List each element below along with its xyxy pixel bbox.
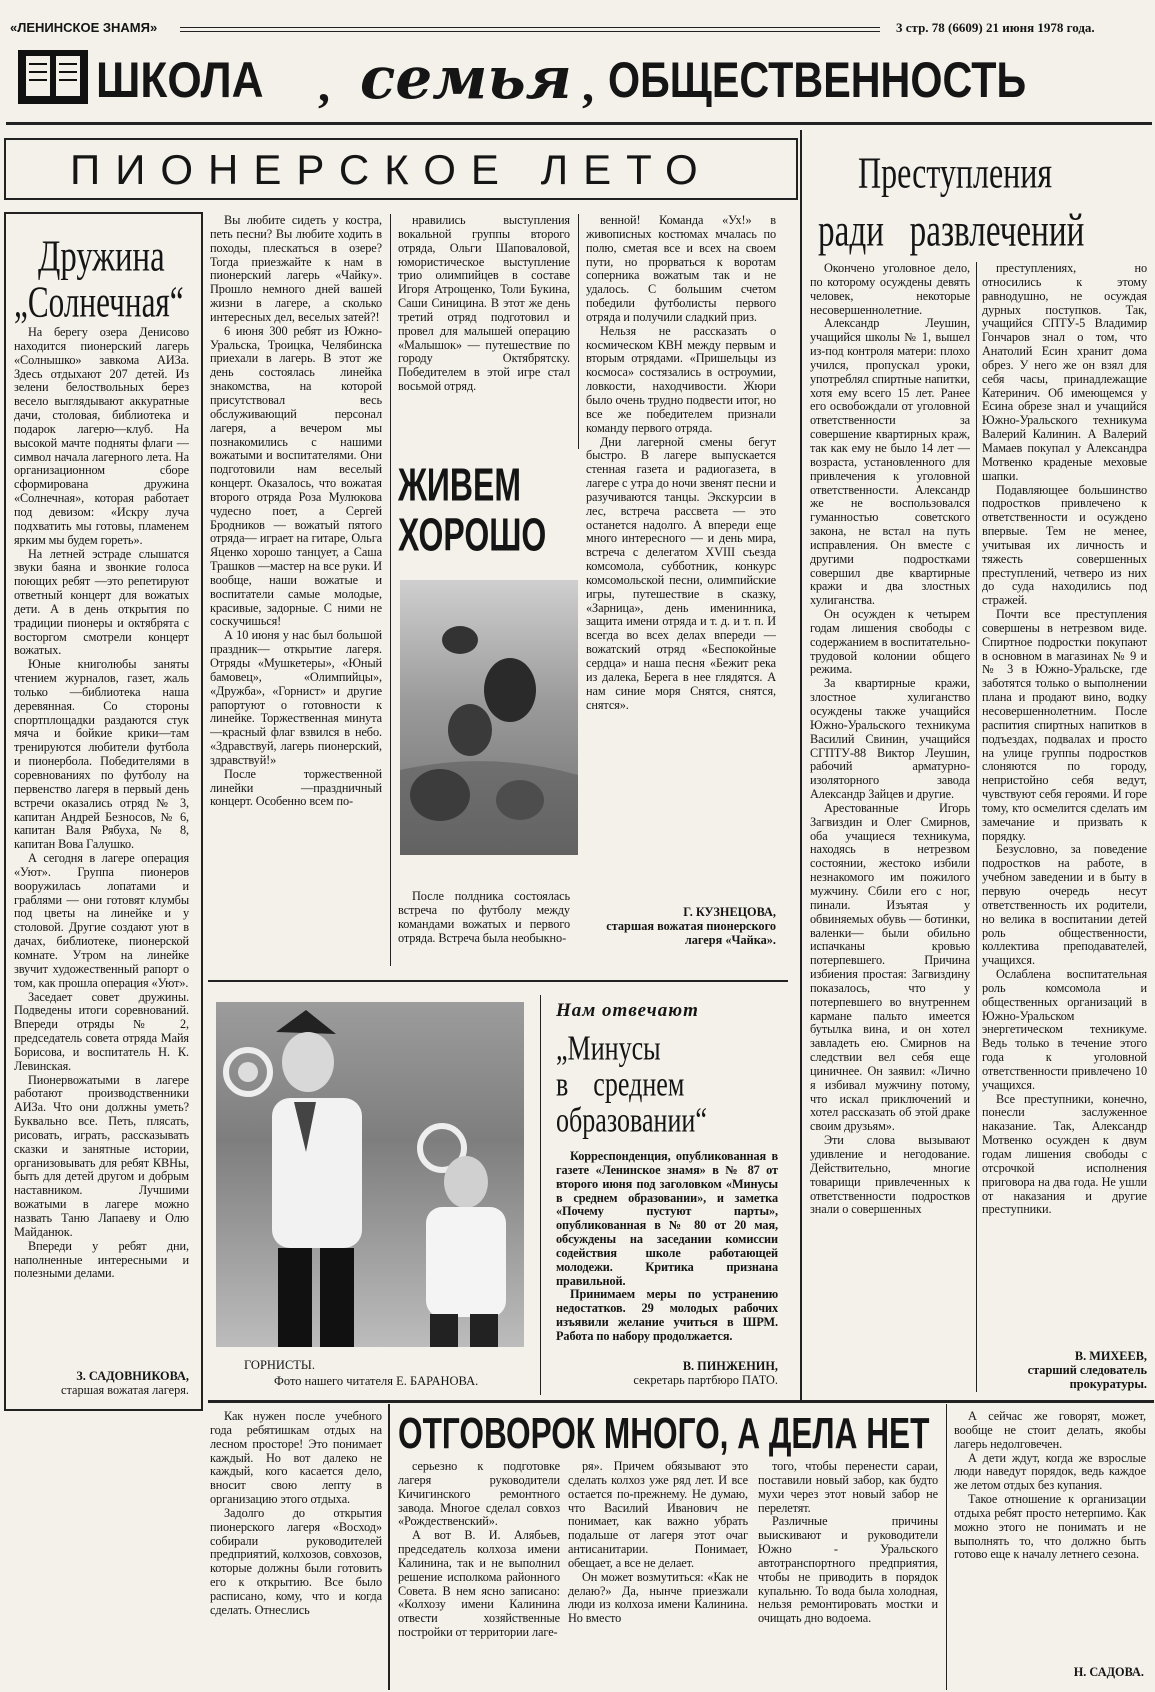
photo-caption-title: ГОРНИСТЫ. [244, 1358, 315, 1372]
zhivem-col2-bottom: После полдника состоялась встреча по футболу между командами вожатых и первого отряда. Встреча была необыкно- [398, 890, 570, 945]
zhivem-signature: Г. КУЗНЕЦОВА, старшая вожатая пионерского лагеря «Чайка». [606, 905, 776, 947]
banner-school: ШКОЛА [96, 53, 264, 109]
col-rule [976, 262, 977, 1392]
otgovorok-col1: Как нужен после учебного года ребятишкам отдых на лесном просторе! Это понимает каждый. Но вот далеко не каждый, кого касается дело, вносит свою лепту в организацию этого отдыха. Задолго до открытия пионерского лагеря «Восход» собирали руководителей предприятий, колхозов, совхозов, которые должны были готовить его к открытию. Все было расписано, кому, что и когда сделать. Отнеслись [210, 1410, 382, 1617]
crimes-signature: В. МИХЕЕВ, старший следователь прокуратуры. [1027, 1349, 1147, 1391]
druzhina-title-1: Дружина [38, 231, 165, 281]
otgovorok-signature: Н. САДОВА. [1073, 1665, 1144, 1679]
zhivem-col2-top: нравились выступления вокальной группы второго отряда, Ольги Шаповаловой, юмористическое выступление трио олимпийцев в составе Игоря Атрощенко, Толи Букина, Саши Синицина. В этот же день третий отряд подготовил и провел для малышей операцию «Малышок» — путешествие по городу Октябрятску. Победителем в этой игре стал восьмой отряд. [398, 214, 570, 394]
zhivem-title-2: ХОРОШО [398, 510, 547, 561]
zhivem-col3: венной! Команда «Ух!» в живописных костюмах мчалась по полю, сметая все и всех на своем пути, но прорваться к воротам соперника вожатым так и не удалось. С большим счетом победили футболисты первого отряда и получили сладкий приз. Нельзя не рассказать о космическом КВН между первым и вторым отрядами. «Пришельцы из космоса» состязались в остроумии, ловкости, находчивости. Жюри было очень трудно подвести итог, но все же победителем признали команду первого отряда. Дни лагерной смены бегут быстро. В лагере выпускается стенная газета и радиогазета, в лагере с утра до ночи звенят песни и разучиваются танцы. Экскурсии в лес, встреча рассвета — это останется надолго. А впереди еще много интересного — и день мира, встреча с делегатом XVIII съезда комсомола, субботник, конкурс комсомольской песни, олимпийские игры, путешествие в сказку, «Зарница», день именинника, защита имени отряда и т. д. и т. п. И всегда во всех делах впереди —вожатский отряд «Беспокойные сердца» и наша песня «Бежит река из далека, Берега в нее глядятся. А нам синие моря Снятся, снятся, снятся». [586, 214, 776, 712]
banner-comma-2: , [582, 59, 594, 112]
col-rule [946, 1404, 947, 1690]
crimes-col2: преступлениях, но относились к этому равнодушно, не осуждая дурных поступков. Так, учащийся СПТУ-5 Владимир Гончаров знал о том, что Анатолий Есин хранит дома обрез. У него же он взял для себя часы, принадлежащие Катеринич. Об имеющемся у Есина обрезе знал и учащийся Южно-Уральского техникума Валерий Калинин. А Валерий Мамаев покупал у Александра Мотвенко краденые меховые шапки. Подавляющее большинство подростков привлечено к ответственности и осуждено впервые. Тем не менее, учитывая их личность и тяжесть совершенных преступлений, четверо из них до суда находились под стражей. Почти все преступления совершены в нетрезвом виде. Спиртное подростки покупают в основном в магазинах № 9 и № 3 в Южно-Уральске, где заботятся только о выполнении плана и продают вино, водку несовершеннолетним. После распития спиртных напитков в подъездах, подвалах и просто на улице группы подростков слоняются по городу, непристойно себя ведут, чувствуют себя героями. И горе тому, кто осмелится сделать им замечание и призвать к порядку. Безусловно, за поведение подростков на работе, в учебном заведении и в быту в первую очередь несут ответственность их родители, но велика в воспитании детей роль общественности, коллектива преподавателей, учащихся. Ослаблена воспитательная роль комсомола и общественных организаций в Южно-Уральском энергетическом техникуме. Ведь только в течение этого года к уголовной ответственности привлечено 10 учащихся. Все преступники, конечно, понесли заслуженное наказание. Так, Александр Мотвенко осужден к двум годам лишения свободы с отсрочкой исполнения приговора на два года. Не ушли от наказания и другие преступники. [982, 262, 1147, 1217]
crimes-title-1: Преступления [858, 147, 1053, 198]
photo-caption-credit: Фото нашего читателя Е. БАРАНОВА. [274, 1374, 479, 1388]
col-rule [540, 995, 541, 1395]
minusy-kicker: Нам отвечают [556, 1000, 699, 1021]
issue-info: 3 стр. 78 (6609) 21 июня 1978 года. [896, 20, 1095, 35]
minusy-text: Корреспонденция, опубликованная в газете «Ленинское знамя» в № 87 от второго июня под заголовком «Минусы в среднем образовании», и заметка «Почему пустуют парты», опубликованная в № 80 от 20 мая, обсуждены на заседании комиссии содействия школе работающей молодежи. Критика признана правильной. Принимаем меры по устранению недостатков. 29 молодых рабочих изъявили желание учиться в ШРМ. Работа по набору продолжается. [556, 1150, 778, 1343]
crimes-title-2: ради развлечений [818, 205, 1085, 257]
book-logo-icon [16, 46, 90, 108]
col-rule [390, 214, 391, 966]
col-rule [578, 214, 579, 449]
header-rule [180, 27, 880, 32]
minusy-title-2: в среднем [556, 1064, 685, 1104]
banner-comma-1: , [318, 59, 330, 112]
paper-name: «ЛЕНИНСКОЕ ЗНАМЯ» [10, 20, 158, 35]
banner-family: семья [360, 44, 572, 112]
otgovorok-title: ОТГОВОРОК МНОГО, А ДЕЛА НЕТ [398, 1410, 930, 1458]
zhivem-col1: Вы любите сидеть у костра, петь песни? Вы любите ходить в походы, плескаться в озере? Тогда приезжайте к нам в пионерский лагерь «Чайку». Прошло немного дней вашей жизни в лагере, а сколько интересных дел, веселых затей?! 6 июня 300 ребят из Южно-Уральска, Троицка, Челябинска приехали в лагерь. В этот же день состоялась линейка знакомства, на которой присутствовал весь обслуживающий персонал лагеря, а вечером мы познакомились с нашими вожатыми и воспитателями. Они подготовили нам веселый концерт. Оказалось, что вожатая второго отряда Роза Мулюкова чудесно поет, а Сергей Бродников — вожатый пятого отряда— играет на гитаре, Ольга Яценко хорошо танцует, а Саша Трашков —мастер на все руки. И вообще, наши вожатые и воспитатели самые молодые, красивые, задорные. С ними не соскучишься! А 10 июня у нас был большой праздник— открытие лагеря. Отряды «Мушкетеры», «Юный бамовец», «Олимпийцы», «Дружба», «Горнист» и другие рапортуют о готовности к линейке. Торжественная минута—красный флаг взвился в небо. «Здравствуй, лагерь пионерский, здравствуй!» После торжественной линейки —праздничный концерт. Особенно всем по- [210, 214, 382, 809]
banner-public: ОБЩЕСТВЕННОСТЬ [608, 53, 1027, 109]
bugle-players-photo [216, 1002, 524, 1347]
swimming-photo [400, 580, 578, 855]
minusy-title-3: образовании“ [556, 1100, 707, 1140]
section-rule [800, 130, 802, 1400]
crimes-col1: Окончено уголовное дело, по которому осуждены девять человек, некоторые несовершеннолетние. Александр Леушин, учащийся школы № 1, вышел из-под контроля матери: плохо учился, пропускал уроки, употреблял спиртные напитки, хотя ему всего 15 лет. Ранее его освобождали от уголовной ответственности за совершение квартирных краж, так как ему не было 14 лет —возраста, установленного для привлечения к уголовной ответственности. Александр же не воспользовался гуманностью советского закона, не встал на путь исправления. Он вместе с другими подростками совершил две квартирные кражи и два злостных хулиганства. Он осужден к четырем годам лишения свободы с содержанием в воспитательно-трудовой колонии общего режима. За квартирные кражи, злостное хулиганство осуждены также учащийся Южно-Уральского техникума Василий Свинин, учащийся СГПТУ-88 Виктор Леушин, рабочий арматурно-изоляторного завода Александр Зайцев и другие. Арестованные Игорь Загвиздин и Олег Смирнов, оба учащиеся техникума, находясь в нетрезвом состоянии, жестоко избили незнакомого им пожилого мужчину. Сбили его с ног, пинали. Изъятая у обвиняемых обувь — ботинки, валенки— были обильно испачканы кровью потерпевшего. Причина избиения простая: Загвиздину показалось, что у потерпевшего во внутреннем кармане пальто имеется бутылка вина, и он хотел завладеть ею. Смирнов на следствии вел себя еще циничнее. Он заявил: «Лично я избивал мужчину потому, что искал приключений и хотел рассказать об этой драке своим друзьям». Эти слова вызывают удивление и негодование. Действительно, многие товарищи привлеченных к ответственности подростков знали о совершенных [810, 262, 970, 1217]
otgovorok-col5: А сейчас же говорят, может, вообще не стоит делать, якобы лагерь недолговечен. А дети ждут, когда же взрослые люди наведут порядок, ведь каждое же летом отдых без купания. Такое отношение к организации отдыха ребят просто нетерпимо. Как можно этого не понимать и не выполнять то, что должно быть готово еще к началу летнего сезона. [954, 1410, 1146, 1562]
druzhina-signature: З. САДОВНИКОВА, старшая вожатая лагеря. [61, 1369, 189, 1397]
otgovorok-col4: того, чтобы перенести сараи, поставили новый забор, как будто мухи через этот новый забор не перелетят. Различные причины выискивают и руководители Южно - Уральского автотранспортного предприятия, чтобы не приводить в порядок купальню. То вода была холодная, нельзя ремонтировать мостки и очищать дно водоема. [758, 1460, 938, 1626]
pioneer-summer-title: ПИОНЕРСКОЕ ЛЕТО [70, 146, 713, 193]
zhivem-title-1: ЖИВЕМ [398, 460, 522, 511]
minusy-title-1: „Минусы [556, 1028, 661, 1068]
bottom-rule [208, 1400, 1154, 1403]
minusy-signature: В. ПИНЖЕНИН, секретарь партбюро ПАТО. [633, 1359, 778, 1387]
otgovorok-col2: серьезно к подготовке лагеря руководители Кичигинского ремонтного завода. Многое сделал совхоз «Рождественский». А вот В. И. Алябьев, председатель колхоза имени Калинина, так и не выполнил решение исполкома районного Совета. В нем ясно записано: «Колхозу имени Калинина отвести хозяйственные постройки от территории лаге- [398, 1460, 560, 1640]
banner-rule [6, 122, 1152, 125]
section-rule [208, 980, 788, 982]
druzhina-title-2: „Солнечная“ [14, 277, 184, 327]
otgovorok-col3: ря». Причем обязывают это сделать колхоз уже ряд лет. И все остается по-прежнему. Не думаю, что Василий Иванович не понимает, как важно убрать подальше от лагеря этот очаг антисанитарии. Понимает, обещает, а все не делает. Он может возмутиться: «Как не делаю?» Да, нынче приезжали люди из колхоза имени Калинина. Но вместо [568, 1460, 748, 1626]
druzhina-text: На берегу озера Денисово находится пионерский лагерь «Солнышко» завкома АИЗа. Здесь отдыхают 207 детей. Из зелени белоствольных берез весело выглядывают аккуратные дачи, столовая, библиотека и подарок лагерю—клуб. На высокой мачте подняты флаги —символ начала лагерного лета. На организационном сборе сформирована дружина «Солнечная», которая работает под девизом: «Искру луча подхватить мы готовы, пламенем ярким мы будем гореть». На летней эстраде слышатся звуки баяна и звонкие голоса поющих ребят —это репетируют ответный концерт для вожатых дети. А в день открытия по традиции пионеры и октябрята с восторгом смотрели концерт вожатых. Юные книголюбы заняты чтением журналов, газет, жаль только —библиотека наша деревянная. Со стороны спортплощадки раздаются стук мяча и бойкие крики—там тренируются любители футбола и пионербола. Победителями в соревнованиях по футболу на первенство лагеря в первый день встречи оказались отряд № 3, капитан Андрей Безносов, № 6, капитан Валя Рябуха, № 8, капитан Вова Галушко. А сегодня в лагере операция «Уют». Группа пионеров вооружилась лопатами и граблями — они готовят клумбы под цветы на линейке и у столовой. Другие создают уют в дачах, библиотеке, пионерской комнате. Утром на линейке звучит художественный рапорт о том, как прошла операция «Уют». Заседает совет дружины. Подведены итоги соревнований. Впереди отряды № 2, председатель совета отряда Майя Борисова, и воспитатель Н. К. Левинская. Пионервожатыми в лагере работают производственники АИЗа. Что они должны уметь? Буквально все. Петь, плясать, рисовать, играть, рассказывать сказки и занятные истории, организовывать для ребят КВНы, быть для детей другом и добрым наставником. Лучшими вожатыми в лагере можно назвать Таню Лапаеву и Олю Майданюк. Впереди у ребят дни, наполненные интересными и полезными делами. [14, 326, 189, 1281]
col-rule [388, 1404, 390, 1690]
